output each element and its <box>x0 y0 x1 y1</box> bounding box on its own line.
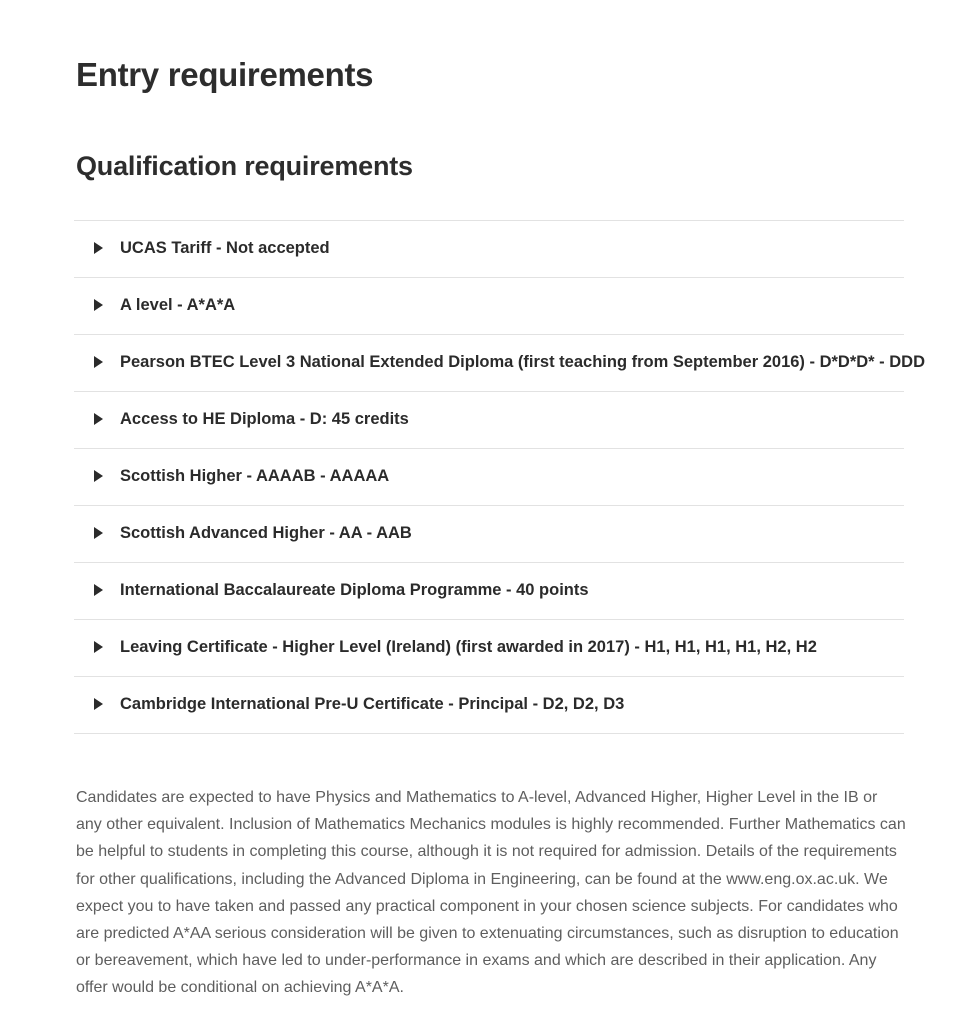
accordion-item-cambridge-pre-u[interactable] <box>74 677 904 734</box>
triangle-right-icon <box>94 641 103 653</box>
section-subtitle: Qualification requirements <box>76 151 413 181</box>
triangle-right-icon <box>94 299 103 311</box>
triangle-right-icon <box>94 698 103 710</box>
accordion-item-label: UCAS Tariff - Not accepted <box>120 239 330 257</box>
accordion-item-label: Cambridge International Pre-U Certificate - Principal - D2, D2, D3 <box>120 695 625 713</box>
accordion-item-a-level[interactable] <box>74 278 904 335</box>
accordion-item-label: International Baccalaureate Diploma Programme - 40 points <box>120 581 589 599</box>
accordion-item-btec[interactable] <box>74 335 926 392</box>
accordion-item-label: A level - A*A*A <box>120 296 236 314</box>
page-title: Entry requirements <box>76 56 374 93</box>
qualification-accordion <box>74 220 926 734</box>
triangle-right-icon <box>94 242 103 254</box>
accordion-item-scottish-higher[interactable] <box>74 449 904 506</box>
accordion-item-label: Leaving Certificate - Higher Level (Ireland) (first awarded in 2017) - H1, H1, H1, H1, H2, H2 <box>120 638 817 656</box>
triangle-right-icon <box>94 527 103 539</box>
triangle-right-icon <box>94 584 103 596</box>
triangle-right-icon <box>94 356 103 368</box>
accordion-item-ib-diploma[interactable] <box>74 563 904 620</box>
accordion-item-leaving-certificate[interactable] <box>74 620 904 677</box>
accordion-item-label: Scottish Advanced Higher - AA - AAB <box>120 524 412 542</box>
accordion-item-access-he[interactable] <box>74 392 904 449</box>
triangle-right-icon <box>94 470 103 482</box>
requirements-notes-paragraph: Candidates are expected to have Physics and Mathematics to A-level, Advanced Higher, Higher Level in the IB or any other equivalent. Inclusion of Mathematics Mechanics modules is highly recommended. Further Mathematics can be helpful to students in completing this course, although it is not required for admission. Details of the requirements for other qualifications, including the Advanced Diploma in Engineering, can be found at the www.eng.ox.ac.uk. We expect you to have taken and passed any practical component in your chosen science subjects. For candidates who are predicted A*AA serious consideration will be given to extenuating circumstances, such as disruption to education or bereavement, which have led to under-performance in exams and which are described in their application. Any offer would be conditional on achieving A*A*A. <box>76 789 906 997</box>
accordion-item-ucas-tariff[interactable] <box>74 221 904 278</box>
triangle-right-icon <box>94 413 103 425</box>
accordion-item-label: Access to HE Diploma - D: 45 credits <box>120 410 409 428</box>
accordion-item-scottish-advanced-higher[interactable] <box>74 506 904 563</box>
accordion-item-label: Pearson BTEC Level 3 National Extended Diploma (first teaching from September 2016) - D*D*D* - DDD <box>120 353 926 371</box>
accordion-item-label: Scottish Higher - AAAAB - AAAAA <box>120 467 390 485</box>
